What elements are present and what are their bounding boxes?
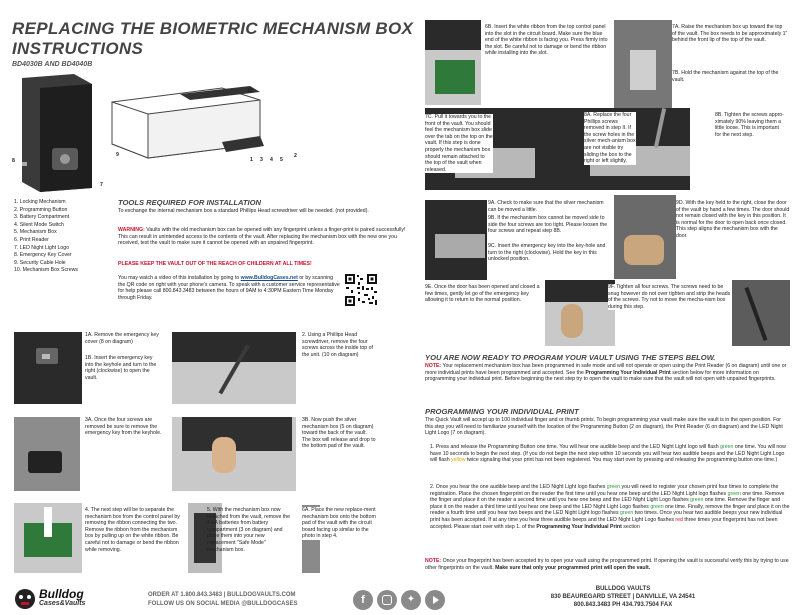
page-subtitle: INSTRUCTIONS (12, 39, 144, 58)
step-6b: 6B. Insert the white ribbon from the top control panel into the slot in the circuit board. Make sure the blue end of the white ribbon is facing you. Press firmly into the slot. Be careful not to damage or bend the ribbon while installing into the slot. (485, 24, 611, 57)
parts-item: 8. Emergency Key Cover (14, 252, 72, 259)
bulldog-head-icon (14, 588, 36, 610)
step-8a: 8A. Replace the four Phillips screws removed in step II. If the screw holes in the silver mech-anism box are not visible try sliding the box to the right or left slightly. (584, 112, 636, 165)
step-3b-photo (172, 417, 296, 491)
parts-item: 2. Programming Button (14, 206, 68, 213)
step-6a: 6A. Place the new replace-ment mechanism box onto the bottom pad of the vault with the circuit board facing up similar to the photo in step 4. (302, 507, 378, 540)
step-9a: 9A. Check to make sure that the silver mechanism can be moved a little. (488, 200, 612, 213)
diagram-label-4: 4 (270, 157, 273, 163)
model-numbers: BD4030B AND BD4040B (12, 61, 93, 68)
video-link[interactable]: www.BulldogCases.net (240, 275, 298, 281)
program-heading: PROGRAMMING YOUR INDIVIDUAL PRINT (425, 407, 579, 416)
brand-name: Bulldog (39, 587, 84, 601)
parts-item: 6. Print Reader (14, 236, 49, 243)
diagram-label-8: 8 (12, 158, 15, 164)
step-7a: 7A. Raise the mechanism box up toward the top of the vault. The box needs to be approximately 1" behind the front lip of the top of the vault. (672, 24, 788, 44)
step-1-photo (14, 332, 82, 404)
company-phone: 800.843.3483 PH 434.793.7504 FAX (573, 602, 673, 608)
parts-list (14, 199, 114, 275)
diagram-label-10: 10 (247, 88, 253, 94)
step-2-photo (172, 332, 296, 404)
step-7b: 7B. Hold the mechanism against the top of the vault. (672, 70, 779, 83)
step-8b: 8B. Tighten the screws appro-ximately 90% leaving them a little loose. This is important for the next step. (715, 112, 784, 138)
twitter-icon[interactable]: ✦ (401, 590, 421, 610)
parts-item: 7. LED Night Light Logo (14, 244, 70, 251)
step-6b-photo (425, 20, 481, 105)
company-address: 830 BEAUREGARD STREET | DANVILLE, VA 24541 (550, 594, 696, 600)
warning-text: WARNING: Vaults with the old mechanism box can be opened with any fingerprint unless a finger-print is paired successfully! This can result in unintended access to the contents of the vault. After replacing the mechanism box with the new one you received, test the vault to make sure it cannot be opened with an unpaired fingerprint. (118, 227, 406, 247)
step-2: 2. Using a Phillips Head screwdriver, remove the four screws across the inside top of the unit. (10 on diagram) (302, 332, 376, 358)
company-name: BULLDOG VAULTS (595, 586, 651, 592)
facebook-icon[interactable]: f (353, 590, 373, 610)
step-9f: 9F. Tighten all four screws. The screws need to be snug however do not over tighten and strip the heads of the screws. Try not to move the mecha-nism box during this step. (608, 284, 731, 310)
order-info: ORDER AT 1.800.843.3483 | BULLDOGVAULTS.COM (148, 592, 296, 598)
diagram-label-2: 2 (294, 153, 297, 159)
social-info: FOLLOW US ON SOCIAL MEDIA @BULLDOGCASES (148, 601, 298, 607)
ready-heading: YOU ARE NOW READY TO PROGRAM YOUR VAULT USING THE STEPS BELOW. (425, 353, 716, 362)
step-3b: 3B. Now push the silver mechanism box (5 on diagram) toward the back of the vault. The box will release and drop to the bottom pad of the vault. (302, 417, 376, 450)
parts-item: 10. Mechanism Box Screws (14, 267, 79, 274)
step-9d-photo (614, 195, 676, 279)
parts-item: 5. Mechanism Box (14, 229, 57, 236)
program-final-note: NOTE: Once your fingerprint has been accepted try to open your vault using the programmed print. If opening the vault is successful verify this by trying to use other fingerprints on the vault. Make sure that only your programmed print will open the vault. (425, 558, 789, 571)
step-9a-photo (425, 200, 487, 280)
step-9b: 9B. If the mechanism box cannot be moved side to side the four screws are too tight. Please loosen the four screws and repeat step 8B. (488, 215, 612, 235)
parts-item: 1. Locking Mechanism (14, 199, 66, 205)
step-5: 5. With the mechanism box now detached from the vault, remove the 4 AA batteries from battery compartment (3 on diagram) and place them into your new replacement "Safe Mode" mechanism box. (207, 507, 291, 553)
step-3a-photo (14, 417, 80, 491)
step-7a-photo (614, 20, 672, 108)
bulldog-logo (14, 587, 114, 611)
step-9d: 9D. With the key held to the right, close the door of the vault by hand a few times. The door should not remain closed with the key in this position. It is normal for the door to open back once closed. This step aligns the mechanism box with the door. (676, 200, 790, 239)
parts-item: 3. Battery Compartment (14, 214, 70, 221)
video-info: You may watch a video of this installation by going to www.BulldogCases.net or by scanning the QR code on right with your phone's camera. To speak with a customer service representative for help please call 800.843.3483 between the hours of 9AM to 4:30PM Eastern Time Monday through Friday. (118, 275, 340, 301)
parts-item: 9. Security Cable Hole (14, 259, 66, 266)
children-warning: PLEASE KEEP THE VAULT OUT OF THE REACH OF CHILDERN AT ALL TIMES! (118, 261, 312, 267)
brand-tagline: Cases&Vaults (39, 600, 86, 607)
diagram-label-5: 5 (280, 157, 283, 163)
vault-front-diagram (14, 70, 100, 195)
step-4: 4. The next step will be to separate the mechanism box from the control panel by removing the ribbon connecting the two. Remove the ribbon from the mechanism box by pulling up on the white ribbon. Be careful not to damage or bend the ribbon while removing. (85, 507, 185, 553)
program-intro: The Quick Vault will accept up to 100 individual finger and or thumb prints. To begin programming your vault make sure the vault is in the open position. For this step you will need to familiarize yourself with the location of the Programming Button (2 on diagram), the Print Reader (6 on diagram) and the LED Night Light Logo (7 on diagram). (425, 417, 783, 437)
diagram-label-9: 9 (116, 152, 119, 158)
instagram-icon[interactable] (377, 590, 397, 610)
step-9e-photo (545, 280, 615, 346)
step-9c: 9C. Insert the emergency key into the key-hole and turn to the right (clockwise). Hold the key in this unlocked position. (488, 243, 612, 263)
diagram-label-7: 7 (100, 182, 103, 188)
step-9f-photo (732, 280, 790, 346)
step-4-photo (14, 503, 82, 573)
qr-code-icon[interactable] (344, 273, 378, 307)
diagram-label-1: 1 (250, 157, 253, 163)
diagram-label-3: 3 (260, 157, 263, 163)
program-step-1: 1. Press and release the Programming Button one time. You will hear one audible beep and the LED Night Light logo will flash green one time. You will now have 10 seconds to begin the next step. (If you do not begin the next step within 10 seconds you will hear two audible beeps and the LED Night Light Logo will flash yellow twice signaling that your print has not been registered. You may start over by pressing and releasing the programming button one time.) (430, 444, 786, 464)
tools-heading: TOOLS REQUIRED FOR INSTALLATION (118, 198, 262, 207)
ready-note: NOTE: Your replacement mechanism box has been programmed in safe mode and will not operate or open using the Print Reader (6 on diagram) until one or more individual prints have been programmed and accepted. See the Programming Your Individual Print section below for more information on programming your individual print. Before beginning the next step try to open the vault to make sure that the vault will not open with unpaired fingerprints. (425, 363, 787, 383)
youtube-icon[interactable] (425, 590, 445, 610)
page-title: REPLACING THE BIOMETRIC MECHANISM BOX (12, 19, 414, 38)
diagram-label-6: 6 (48, 182, 51, 188)
step-1a: 1A. Remove the emergency key cover (8 on diagram) (85, 332, 161, 345)
step-9e: 9E. Once the door has been opened and closed a few times, gently let go of the emergency key allowing it to return to the normal position. (425, 284, 543, 304)
vault-open-diagram (102, 82, 264, 162)
step-7c: 7C. Pull it towards you to the front of the vault. You should feel the mechanism box slide over the tab on the top on the vault. If this step is done properly the mechanism box should remain attached to the top of the vault when released. (425, 114, 493, 173)
step-3a: 3A. Once the four screws are removed be sure to remove the emergency key from the keyhole. (85, 417, 167, 437)
parts-item: 4. Silent Mode Switch (14, 221, 64, 228)
step-1b: 1B. Insert the emergency key into the keyhole and turn to the right (clockwise) to open the vault. (85, 355, 161, 381)
program-step-2: 2. Once you hear the one audible beep and the LED Night Light logo flashes green you will need to register your chosen print four times to complete the registration. Place the chosen fingerprint on the reader the first time until you hear one beep and the LED Night Light logo flashes green one time. Remove the finger and place it on the reader a second time until you hear one beep and the LED Night Light Logo flashes green one time. Remove the finger and place it on the reader a third time until you hear one beep and the LED Night Light Logo flashes green one time. Finally, remove the finger and place it on the reader a fourth time until you hear two beeps and the LED Night Light logo flashes green two times. Once you hear two audible beeps your new individual print has been accepted. If at any time you hear three audible beeps and the LED Night Light Logo flashes red three times your fingerprint has not been accepted. Please start over with step 1. of the Programming Your Individual Print section (430, 484, 790, 530)
tools-text: To exchange the internal mechanism box a standard Phillips Head screwdriver will be needed. (not provided). (118, 208, 369, 214)
